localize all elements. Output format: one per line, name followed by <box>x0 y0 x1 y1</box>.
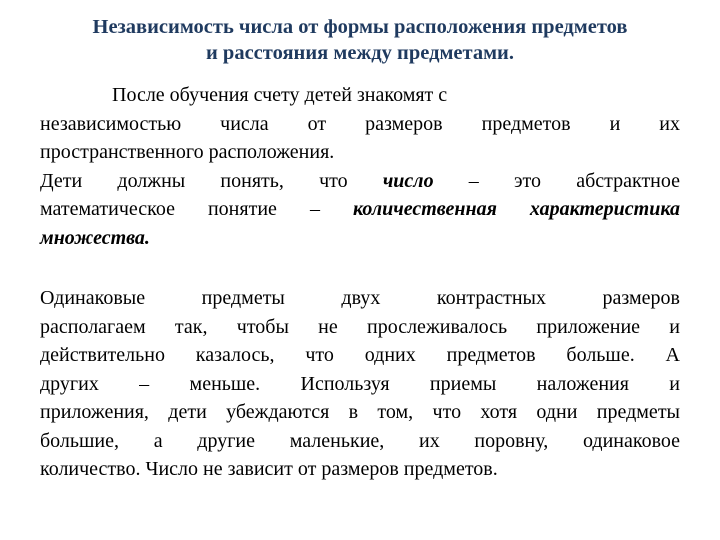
paragraph-1 <box>40 81 680 252</box>
paragraph-1-line-2: независимостью числа от размеров предметов и их <box>40 112 680 135</box>
line-4-text-c: – это абстрактное <box>433 169 681 192</box>
paragraph-1-line-1: После обучения счету детей знакомят с <box>112 84 448 106</box>
paragraph-2-line-7: количество. Число не зависит от размеров предметов. <box>40 458 498 480</box>
title-line-2: и расстояния между предметами. <box>206 42 514 64</box>
paragraph-2-line-5: приложения, дети убеждаются в том, что хотя одни предметы <box>40 401 680 423</box>
paragraph-2-line-3: действительно казалось, что одних предметов больше. А <box>40 344 680 366</box>
line-5-text-a: математическое понятие – <box>40 198 353 220</box>
slide-title <box>40 14 680 66</box>
title-line-1: Независимость числа от формы расположения предметов <box>92 16 628 38</box>
paragraph-2-line-6: большие, а другие маленькие, их поровну, одинаковое <box>40 429 680 452</box>
emphasis-number: число <box>382 169 434 192</box>
paragraph-2-line-2: располагаем так, чтобы не прослеживалось приложение и <box>40 315 680 338</box>
paragraph-2-line-4: других – меньше. Используя приемы наложения и <box>40 372 680 395</box>
line-4-text-a: Дети должны понять, что <box>40 169 383 192</box>
paragraph-2-line-1: Одинаковые предметы двух контрастных размеров <box>40 287 680 309</box>
paragraph-1-line-3: пространственного расположения. <box>40 141 335 163</box>
emphasis-quantitative-characteristic: количественная характеристика <box>352 198 680 220</box>
paragraph-1-line-5 <box>40 195 680 224</box>
paragraph-2 <box>40 284 680 484</box>
paragraph-1-line-6: множества. <box>40 226 150 249</box>
paragraph-1-line-4 <box>40 167 680 196</box>
